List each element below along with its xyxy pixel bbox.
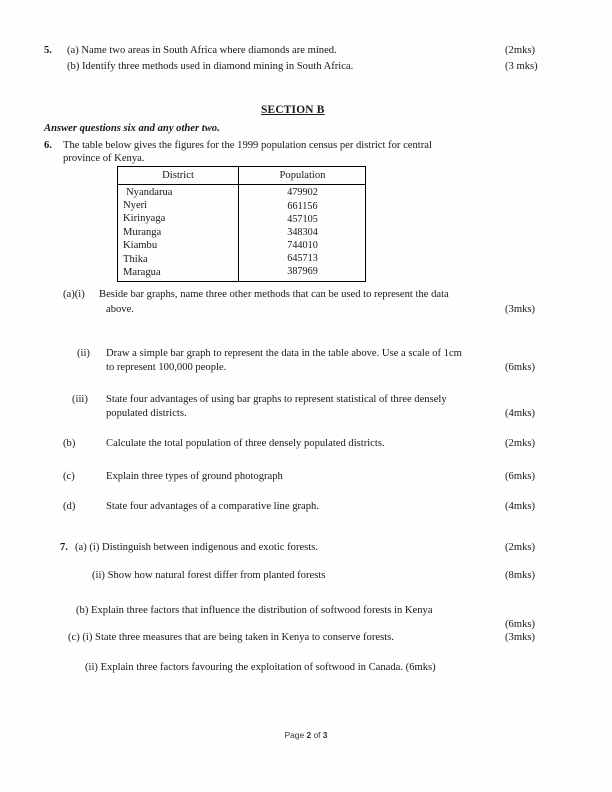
question-6-stem-line-1: The table below gives the figures for the 1999 population census per district for central — [63, 140, 432, 151]
table-row: Kiambu — [123, 240, 158, 251]
question-6-iii-line-2: populated districts. — [106, 408, 187, 419]
question-6-a-i-label: (a)(i) — [63, 289, 85, 300]
question-6-d-text: State four advantages of a comparative line graph. — [106, 501, 319, 512]
question-7-a-i-marks: (2mks) — [505, 542, 536, 553]
page-footer — [0, 730, 612, 740]
question-7-a-i-text: (a) (i) Distinguish between indigenous and exotic forests. — [75, 542, 319, 553]
question-5-number: 5. — [44, 45, 52, 56]
question-7-c-ii-text: (ii) Explain three factors favouring the exploitation of softwood in Canada. (6mks) — [85, 662, 436, 673]
question-6-number: 6. — [44, 140, 52, 151]
question-6-b-marks: (2mks) — [505, 438, 536, 449]
footer-middle: of — [311, 730, 323, 740]
question-6-ii-marks: (6mks) — [505, 362, 536, 373]
table-header-district: District — [162, 170, 194, 181]
question-6-b-text: Calculate the total population of three densely populated districts. — [106, 438, 385, 449]
table-cell-population: 457105 — [287, 214, 318, 225]
footer-current-page: 2 — [306, 730, 312, 740]
question-7-a-ii-text: (ii) Show how natural forest differ from planted forests — [92, 570, 326, 581]
footer-prefix: Page — [284, 730, 307, 740]
question-6-iii-marks: (4mks) — [505, 408, 536, 419]
question-6-c-label: (c) — [63, 471, 75, 482]
table-row: Maragua — [123, 267, 161, 278]
question-7-a-ii-marks: (8mks) — [505, 570, 536, 581]
question-6-c-text: Explain three types of ground photograph — [106, 471, 283, 482]
table-row: Nyandarua — [126, 187, 173, 198]
table-cell-population: 744010 — [287, 240, 318, 251]
section-b-heading: SECTION B — [261, 104, 325, 116]
table-header-population: Population — [279, 170, 326, 181]
question-6-ii-label: (ii) — [77, 348, 90, 359]
question-7-b-marks: (6mks) — [505, 619, 536, 630]
table-cell-population: 645713 — [287, 253, 318, 264]
footer-total-pages: 3 — [322, 730, 328, 740]
question-5-part-a-marks: (2mks) — [505, 45, 536, 56]
question-6-ii-line-1: Draw a simple bar graph to represent the data in the table above. Use a scale of 1cm — [106, 348, 462, 359]
question-7-b-text: (b) Explain three factors that influence the distribution of softwood forests in Kenya — [76, 605, 433, 616]
question-5-part-a-text: (a) Name two areas in South Africa where diamonds are mined. — [67, 45, 337, 56]
question-6-d-marks: (4mks) — [505, 501, 536, 512]
table-row: Nyeri — [123, 200, 148, 211]
table-cell-population: 661156 — [287, 201, 318, 212]
question-6-c-marks: (6mks) — [505, 471, 536, 482]
question-6-stem-line-2: province of Kenya. — [63, 153, 145, 164]
table-cell-population: 387969 — [287, 266, 318, 277]
question-6-a-i-marks: (3mks) — [505, 304, 536, 315]
question-6-d-label: (d) — [63, 501, 76, 512]
table-row: Kirinyaga — [123, 213, 166, 224]
question-6-iii-label: (iii) — [72, 394, 88, 405]
question-6-b-label: (b) — [63, 438, 76, 449]
question-7-c-i-text: (c) (i) State three measures that are being taken in Kenya to conserve forests. — [68, 632, 394, 643]
question-7-number: 7. — [60, 542, 68, 553]
table-cell-population: 348304 — [287, 227, 318, 238]
table-cell-population: 479902 — [287, 187, 318, 198]
section-b-instruction: Answer questions six and any other two. — [44, 123, 220, 134]
table-row: Thika — [123, 254, 148, 265]
question-6-a-i-line-1: Beside bar graphs, name three other methods that can be used to represent the data — [99, 289, 449, 300]
question-6-ii-line-2: to represent 100,000 people. — [106, 362, 227, 373]
question-5-part-b-marks: (3 mks) — [505, 61, 538, 72]
question-6-iii-line-1: State four advantages of using bar graphs to represent statistical of three densely — [106, 394, 447, 405]
question-5-part-b-text: (b) Identify three methods used in diamond mining in South Africa. — [67, 61, 354, 72]
table-row: Muranga — [123, 227, 162, 238]
population-table — [117, 166, 366, 282]
question-6-a-i-line-2: above. — [106, 304, 134, 315]
question-7-c-i-marks: (3mks) — [505, 632, 536, 643]
